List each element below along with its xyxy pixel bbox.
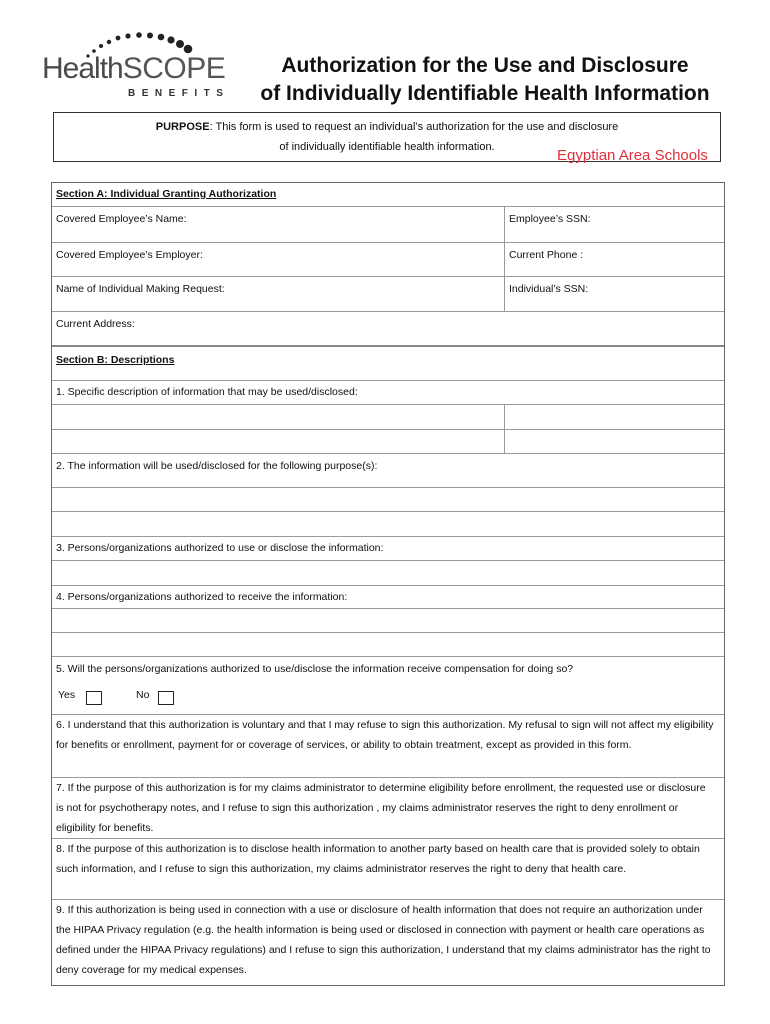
q3-answer-row[interactable] [52,560,724,585]
covered-employee-employer-field[interactable]: Covered Employee’s Employer: [56,249,203,261]
q1-row [52,380,724,404]
yes-checkbox[interactable] [86,691,102,705]
logo-name-part1: Health [42,52,123,85]
p6-text: 6. I understand that this authorization is voluntary and that I may refuse to sign this authorization. My refusal to sign will not affect my eligibility for benefits or enrollment, payment for or coverage of services, or ability to obtain treatment, except as provided in this form. [56,719,714,751]
q2-label: 2. The information will be used/disclosed for the following purpose(s): [56,460,378,472]
logo-name-part2: SCOPE [122,52,226,85]
current-phone-field[interactable]: Current Phone : [509,249,584,261]
q3-label: 3. Persons/organizations authorized to use or disclose the information: [56,542,384,554]
q1-answer-row-1[interactable] [52,404,724,429]
individual-row [52,276,724,311]
p9-text: 9. If this authorization is being used in connection with a use or disclosure of health information that does not require an authorization under the HIPAA Privacy regulation (e.g. the health information is being used or disclosed in connection with payment or health care operations as defined under the HIPAA Privacy regulations) and I refuse to sign this authorization, I understand that my claims administrator has the right to deny coverage for my medical expenses. [56,904,711,976]
no-label: No [136,689,150,701]
section-b-heading-row [52,345,724,380]
p7-text: 7. If the purpose of this authorization is for my claims administrator to determine eligibility before enrollment, the requested use or disclosure is not for psychotherapy notes, and I refuse to sign this authorization , my claims administrator reserves the right to deny enrollment or eligibility for benefits. [56,782,706,834]
p6-row [52,714,724,777]
purpose-text-1: : This form is used to request an individual’s authorization for the use and disclosure [209,121,619,133]
p7-row [52,777,724,838]
employee-ssn-field[interactable]: Employee’s SSN: [509,213,591,225]
q2-row [52,453,724,487]
form-title-line2: of Individually Identifiable Health Information [260,82,710,105]
q5-row [52,656,724,714]
q4-label: 4. Persons/organizations authorized to receive the information: [56,591,348,603]
individual-making-request-field[interactable]: Name of Individual Making Request: [56,283,225,295]
healthscope-logo [42,30,232,100]
q2-answer-row-2[interactable] [52,511,724,536]
purpose-box [53,112,721,162]
q4-answer-row-1[interactable] [52,608,724,632]
q1-label: 1. Specific description of information that may be used/disclosed: [56,386,358,398]
q2-answer-row-1[interactable] [52,487,724,511]
authorization-form [51,182,725,986]
individual-ssn-field[interactable]: Individual’s SSN: [509,283,589,295]
current-address-field[interactable]: Current Address: [56,318,135,330]
form-title [230,52,740,108]
address-row [52,311,724,345]
purpose-line2: of individually identifiable health information. [279,141,495,153]
p8-row [52,838,724,899]
employee-name-row [52,206,724,242]
section-b-heading: Section B: Descriptions [56,354,175,366]
p9-row [52,899,724,985]
logo-wordmark [42,52,225,86]
form-title-line1: Authorization for the Use and Disclosure [281,54,689,77]
q4-row [52,585,724,608]
covered-employee-name-field[interactable]: Covered Employee’s Name: [56,213,187,225]
q5-label: 5. Will the persons/organizations authorized to use/disclose the information receive compensation for doing so? [56,663,574,675]
no-checkbox[interactable] [158,691,174,705]
employer-stamp: Egyptian Area Schools [557,147,708,164]
employer-row [52,242,724,276]
q1-answer-row-2[interactable] [52,429,724,453]
q4-answer-row-2[interactable] [52,632,724,656]
p8-text: 8. If the purpose of this authorization is to disclose health information to another party based on health care that is provided solely to obtain such information, and I refuse to sign this authorization, my claims administrator reserves the right to deny that health care. [56,843,700,875]
section-a-heading: Section A: Individual Granting Authorization [56,188,277,200]
logo-subtitle: BENEFITS [128,88,230,99]
q3-row [52,536,724,560]
purpose-line1 [54,121,720,133]
yes-label: Yes [58,689,76,701]
section-a-heading-row [52,183,724,206]
purpose-label: PURPOSE [155,121,210,133]
